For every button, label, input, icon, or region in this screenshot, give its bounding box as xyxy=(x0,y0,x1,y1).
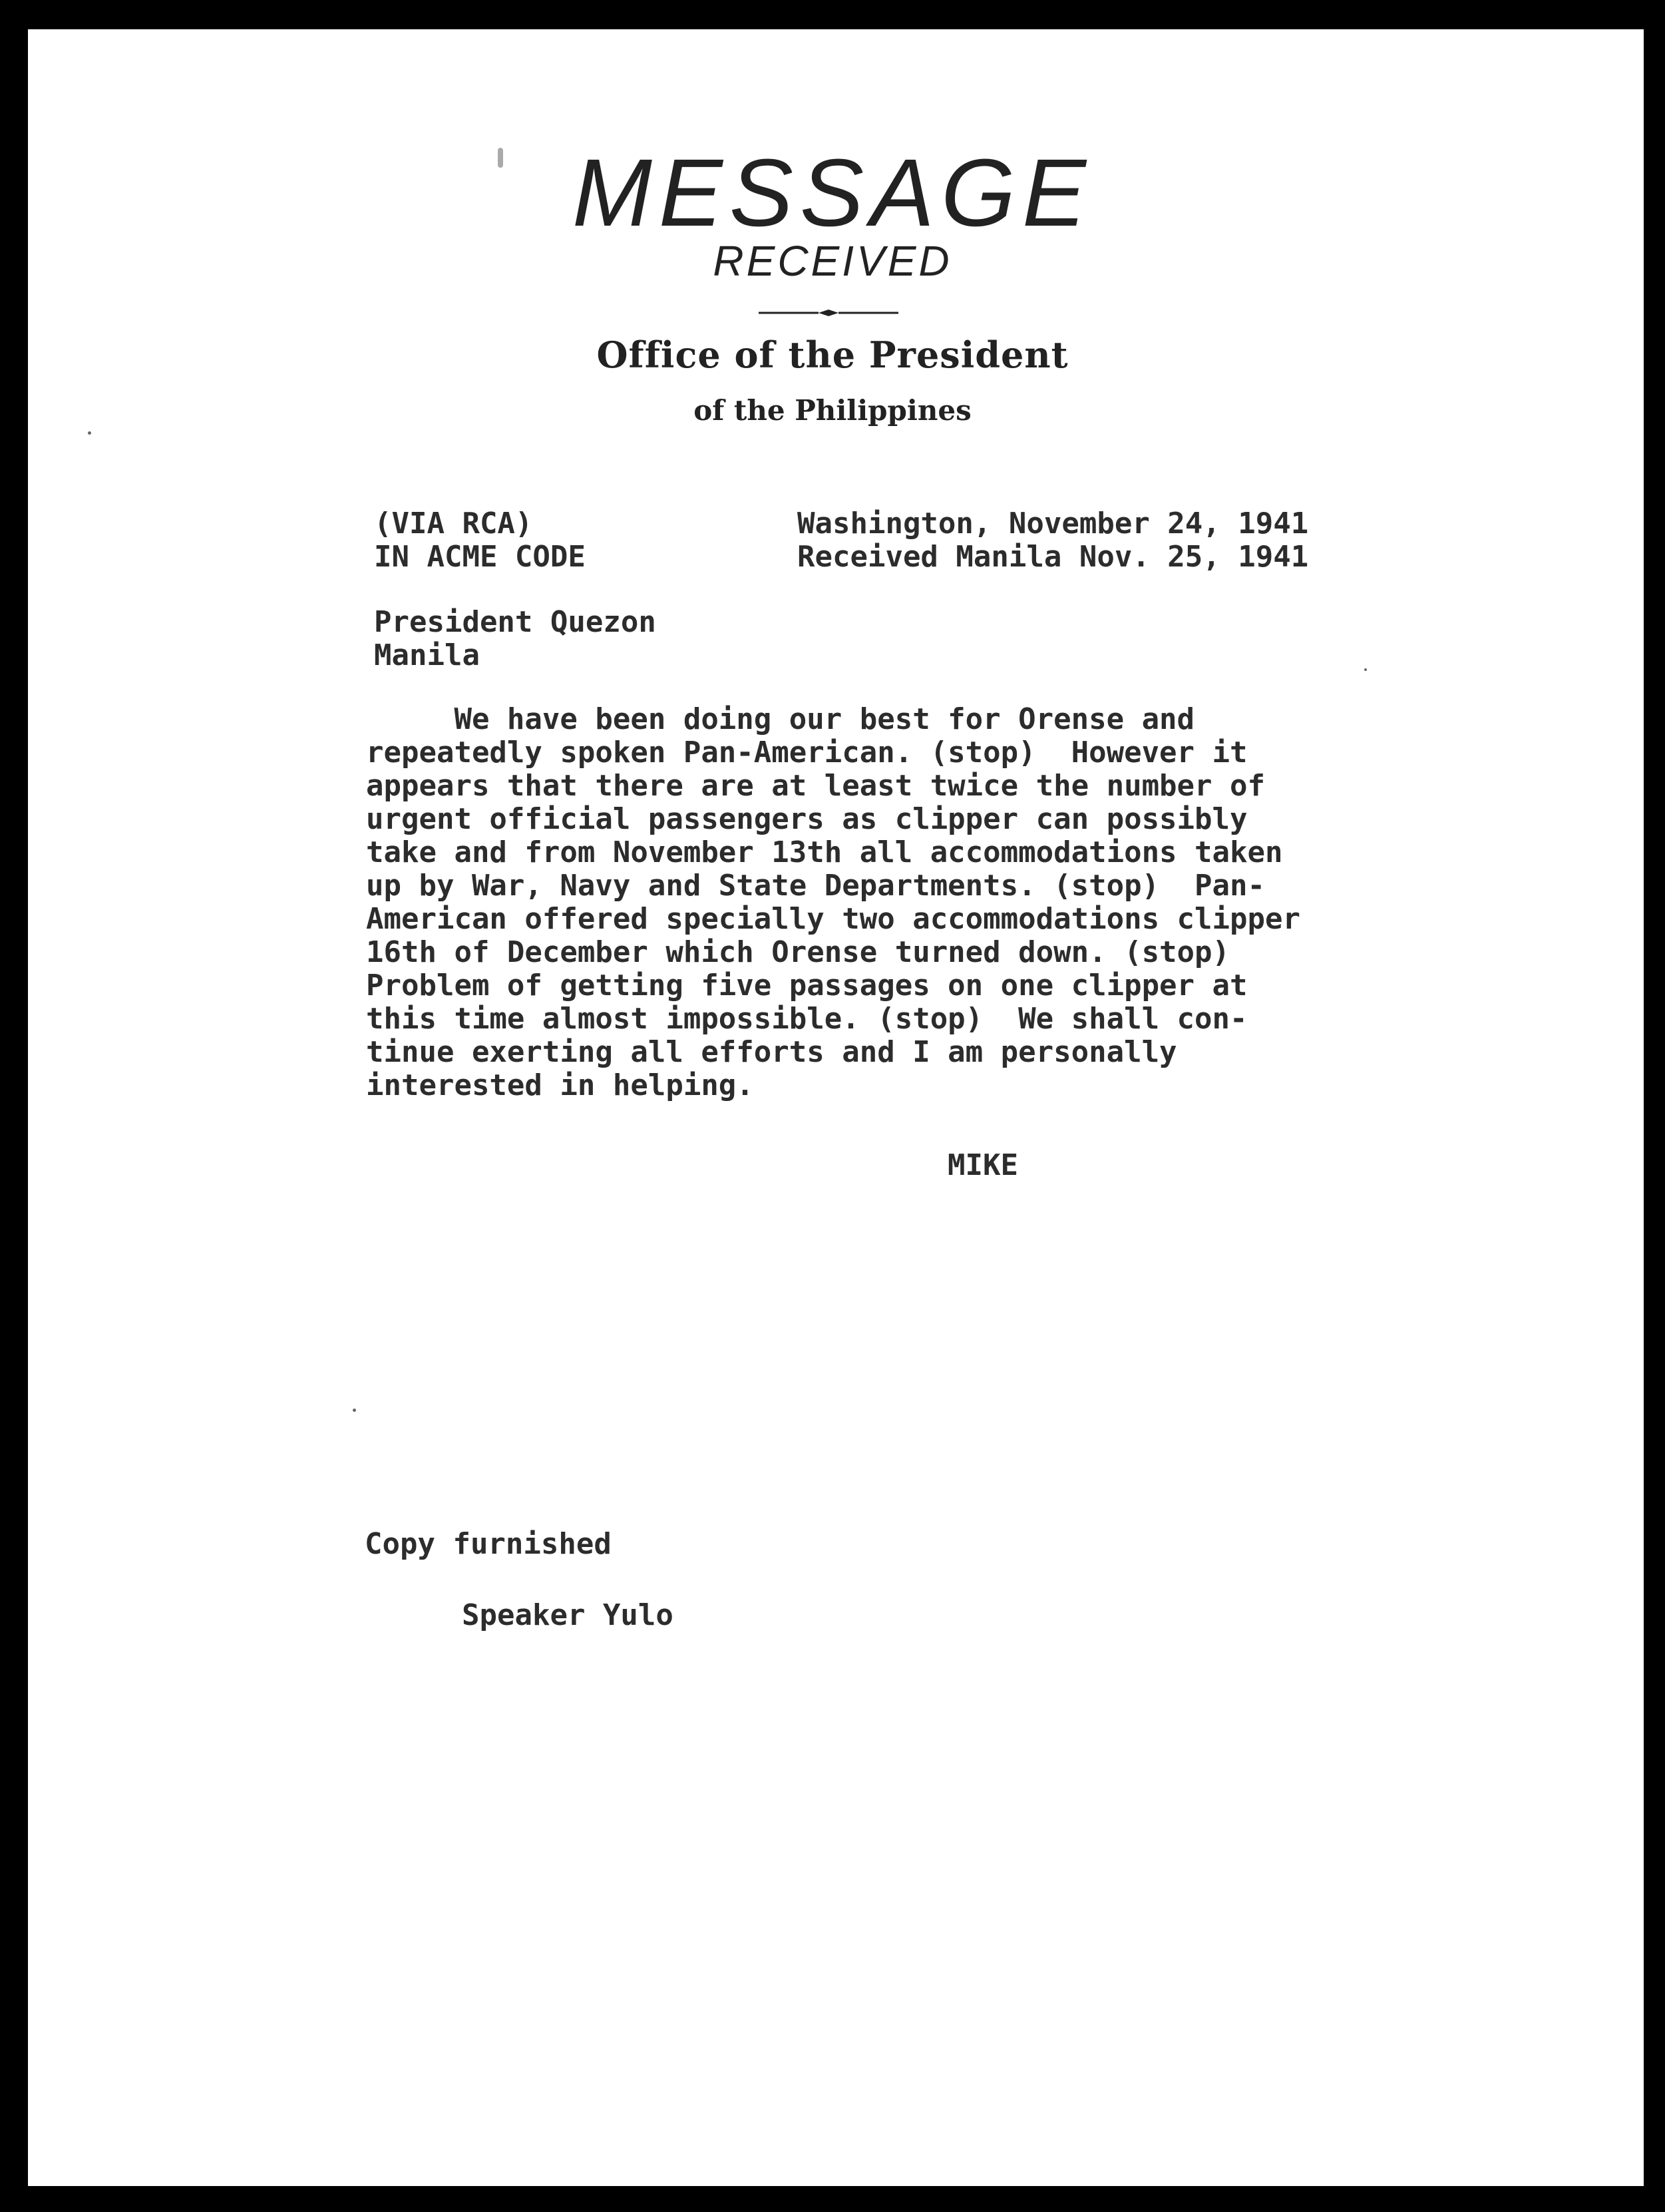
body-line: Problem of getting five passages on one clipper at xyxy=(366,969,1248,1002)
body-line: appears that there are at least twice the number of xyxy=(366,769,1266,803)
body-line: tinue exerting all efforts and I am personally xyxy=(366,1035,1177,1069)
transmission-via: (VIA RCA) xyxy=(374,507,533,541)
body-line: take and from November 13th all accommodations taken xyxy=(366,835,1283,869)
letterhead-subtitle: RECEIVED xyxy=(713,237,952,285)
signature: MIKE xyxy=(948,1148,1018,1182)
addressee-name: President Quezon xyxy=(374,605,656,639)
body-line: up by War, Navy and State Departments. (stop) Pan- xyxy=(366,869,1266,903)
copy-recipient: Speaker Yulo xyxy=(462,1598,673,1632)
body-line: repeatedly spoken Pan-American. (stop) However it xyxy=(366,736,1248,770)
message-body xyxy=(366,703,1300,1102)
body-line: this time almost impossible. (stop) We shall con- xyxy=(366,1002,1248,1036)
scan-speck xyxy=(1364,668,1367,671)
scan-border xyxy=(1644,0,1665,2212)
body-line: interested in helping. xyxy=(366,1068,754,1102)
body-line: urgent official passengers as clipper can possibly xyxy=(366,802,1248,836)
body-line: We have been doing our best for Orense and xyxy=(366,702,1195,736)
body-line: 16th of December which Orense turned down. (stop) xyxy=(366,935,1230,969)
scan-speck xyxy=(353,1409,356,1412)
copy-furnished-label: Copy furnished xyxy=(365,1527,612,1561)
scan-mark xyxy=(498,148,503,168)
received-dateline: Received Manila Nov. 25, 1941 xyxy=(797,540,1309,574)
addressee-city: Manila xyxy=(374,638,480,672)
office-name: Office of the President xyxy=(596,333,1069,376)
scan-speck xyxy=(88,431,91,435)
body-line: American offered specially two accommodations clipper xyxy=(366,902,1300,936)
letterhead-divider xyxy=(759,308,898,318)
office-country: of the Philippines xyxy=(693,394,972,427)
sent-dateline: Washington, November 24, 1941 xyxy=(797,507,1309,541)
transmission-code: IN ACME CODE xyxy=(374,540,586,574)
letterhead-title: MESSAGE xyxy=(572,139,1093,246)
